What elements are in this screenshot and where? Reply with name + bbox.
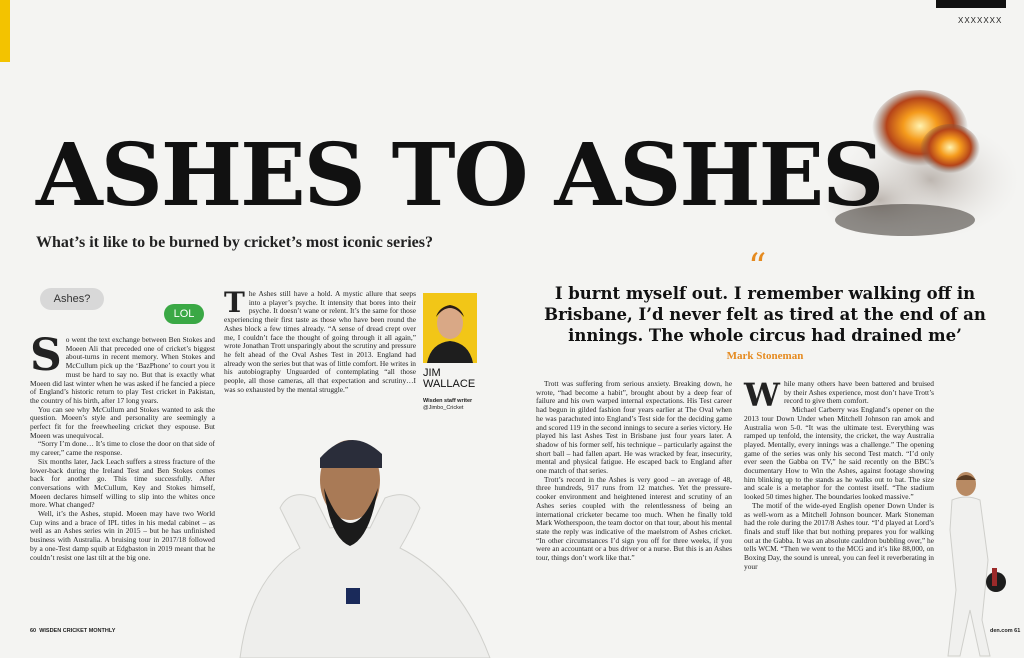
paragraph: Michael Carberry was England’s opener on the 2013 tour Down Under when Mitchell Johnson ran amok and Australia won 5-0. “It was the ultimate test. Everything was ramped up tenfold, the intensity, the cricket, the way Australia played. Mentally, every innings was a challenge.” The opening game of the series was only his second Test match. “I’d only ever seen the Gabba on TV,” he said recently on the BBC’s documentary How to Win the Ashes, against footage showing him blinking up to the stands as he walks out to bat. The size and scale is a metaphor for the contest itself. “The stadium looked 50 times higher. The boundaries looked massive.” — [744, 405, 934, 502]
quote-mark: “ — [748, 247, 767, 288]
paragraph: Six months later, Jack Leach suffers a stress fracture of the lower-back during the Ireland Test and Ben Stokes comes back for another go. This time successfully. After conversations with McCullum, Key and Stokes himself, Moeen declares himself willing to slip into the whites once more. What changed? — [30, 456, 215, 510]
drop-cap-w: W — [744, 376, 780, 414]
black-section-tab — [936, 0, 1006, 8]
yellow-section-tab — [0, 0, 10, 62]
footer-right: den.com 61 — [990, 628, 1021, 634]
paragraph: he Ashes still have a hold. A mystic allure that seeps into a player’s psyche. It intensity that bores into their psyche. It doesn’t wane or relent. It’s the same for those experiencing their first taste as those who have been round the Ashes block a few times already. “A sense of dread crept over me, I couldn’t face the thought of going through it all again,” wrote Jonathan Trott unsparingly about the scrutiny and pressure he felt ahead of the Oval Ashes Test in 2013. England had already won the series but that was of little comfort. He writes in his autobiography Unguarded of contemplating “all those people, all those cameras, all that expectation and scrutiny…I was so exhausted by the mental struggle.” — [224, 289, 416, 394]
paragraph: The motif of the wide-eyed English opener Down Under is as well-worn as a Mitchell Johnson bouncer. Mark Stoneman had the role during the 2017/8 Ashes tour. “I’d played at Lord’s finals and stuff like that but nothing prepares you for walking out at the Gabba. It was an absolute cauldron bubbling over,” he tells WCM. “Then we went to the MCG and it’s like 88,000, on Boxing Day, the sound is unreal, you can feel it reverberating in your — [744, 500, 934, 571]
magazine-name: WISDEN CRICKET MONTHLY — [39, 628, 116, 634]
footer-left — [30, 628, 115, 634]
paragraph: Well, it’s the Ashes, stupid. Moeen may have two World Cup wins and a brace of IPL titles in his medal cabinet – as well as an Ashes series win in 2015 – but he has unfinished business with Australia. A bruising tour in 2017/18 followed by a one-Test damp squib at Edgbaston in 2019 meant that he couldn’t resist one last tilt at the big one. — [30, 509, 215, 562]
paragraph: hile many others have been battered and bruised by their Ashes experience, most don’t have Trott’s record to give them comfort. — [783, 379, 934, 406]
article-column-4 — [744, 376, 934, 571]
paragraph: You can see why McCullum and Stokes wanted to ask the question. Moeen’s style and personality are seemingly a perfect fit for the freewheeling cricket they espouse. But Moeen was unequivocal. — [30, 404, 215, 440]
author-name-line1: JIM — [423, 367, 441, 379]
text-bubble-grey: Ashes? — [40, 288, 104, 310]
page-number-left: 60 — [30, 628, 37, 634]
paragraph: “Sorry I’m done… It’s time to close the door on that side of my career,” came the response. — [30, 439, 215, 458]
text-bubble-green: LOL — [164, 304, 204, 324]
subheadline: What’s it like to be burned by cricket’s most iconic series? — [36, 234, 433, 251]
paragraph: o went the text exchange between Ben Stokes and Moeen Ali that preceded one of cricket’s biggest about-turns in recent memory. When Stokes and McCullum pick up the ‘BazPhone’ to court you it must be hard to say no. But that is exactly what Moeen did last winter when he was asked if he fancied a piece of England’s historic return to play Test cricket in Pakistan, the country of his birth, after 17 long years. — [30, 335, 215, 405]
author-role — [423, 398, 472, 412]
page-code: XXXXXXX — [958, 16, 1003, 25]
article-column-3 — [536, 380, 732, 563]
paragraph: Trott’s record in the Ashes is very good – an average of 48, three hundreds, 917 runs from 12 matches. Yet the pressure-cooker environment and heightened interest and scrutiny of an Ashes series coupled with the relentlessness of being an international cricketer became too much. When he finally told Mark Wotherspoon, the team doctor on that tour, about his mental state the reply was indicative of the maelstrom of Ashes cricket. “In other circumstances I’d sign you off for three weeks, if you were an accountant or a bus driver or a nurse. But this is an Ashes tour, things don’t work like that.” — [536, 474, 732, 563]
pull-quote: I burnt myself out. I remember walking off in Brisbane, I’d never felt as tired at the end of an innings. The whole circus had drained me’ — [544, 284, 986, 345]
author-handle: @Jimbo_Cricket — [423, 405, 464, 411]
author-role-text: Wisden staff writer — [423, 398, 473, 404]
drop-cap-t: T — [224, 286, 245, 319]
paragraph: Trott was suffering from serious anxiety. Breaking down, he wrote, “had become a habit”, brought about by a deep fear of failure and his own warped internal expectations. His Test career had begun in gilded fashion four years earlier at The Oval when he was parachuted into England’s Test side for the deciding game and scored 119 in the second innings to secure a series victory. He played his last Ashes Test in Brisbane just four years later. A shadow of his former self, his technique – particularly against the short ball – had fallen apart. He was wracked by fear, insecurity, mental and physical fatigue. He escaped back to England after one match of that series. — [536, 379, 732, 476]
author-photo — [423, 293, 477, 363]
author-name — [423, 368, 475, 390]
author-name-line2: WALLACE — [423, 378, 476, 390]
player-photo-moeen — [220, 428, 510, 658]
quote-attribution: Mark Stoneman — [726, 350, 804, 362]
article-column-1 — [30, 330, 215, 562]
headline: ASHES TO ASHES — [36, 125, 883, 226]
drop-cap-s: S — [30, 330, 62, 381]
article-column-2 — [224, 286, 416, 394]
